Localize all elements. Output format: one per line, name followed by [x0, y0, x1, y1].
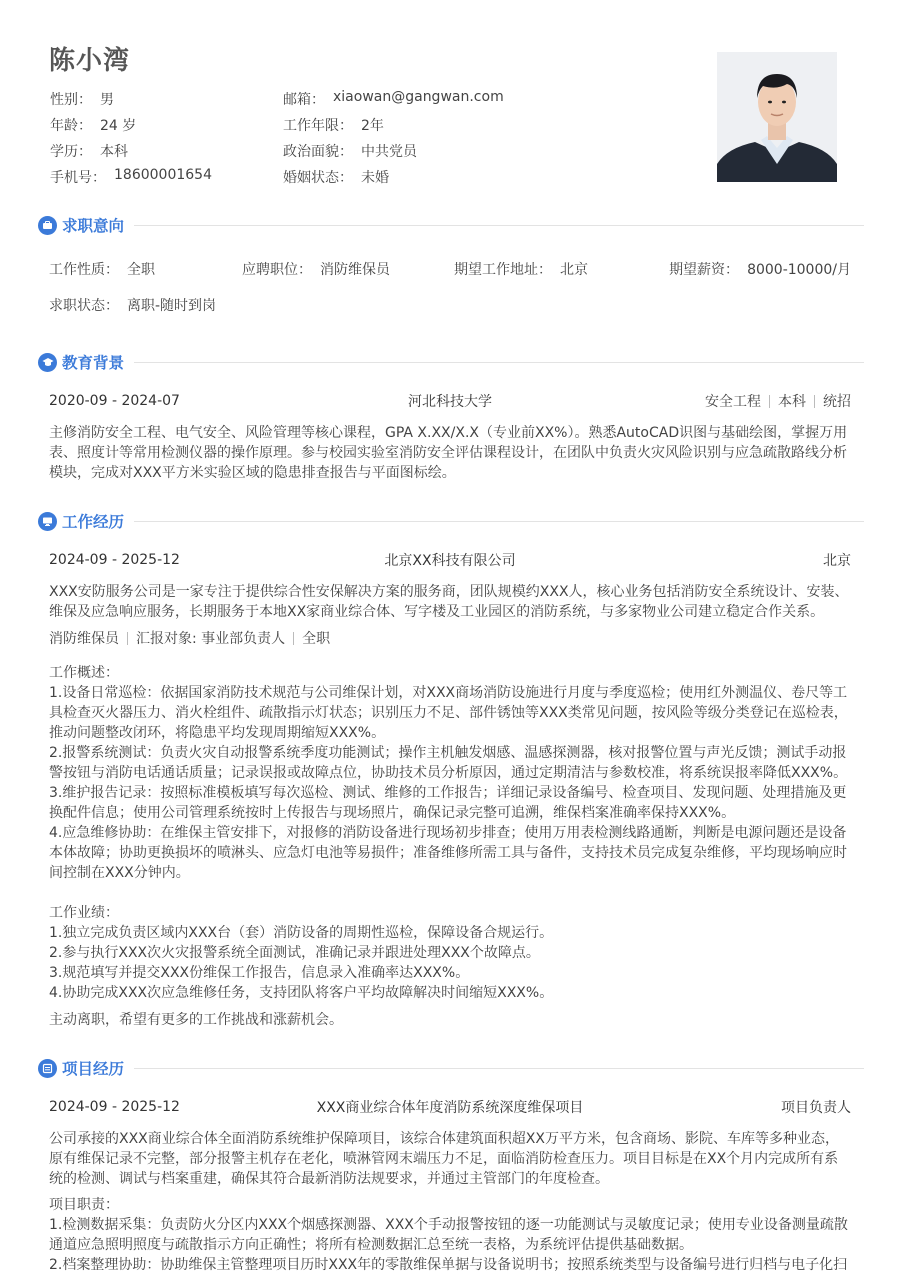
education-date: 2020-09 - 2024-07 — [49, 393, 180, 409]
info-work-years: 工作年限： 2年 — [283, 118, 384, 134]
profile-photo — [717, 52, 837, 182]
education-description: 主修消防安全工程、电气安全、风险管理等核心课程，GPA X.XX/X.X（专业前XX%）。熟悉AutoCAD识图与基础绘图，掌握万用表、照度计等常用检测仪器的操作原理。参与校园实验室消防安全评估课程设计，在团队中负责火灾风险识别与应急疏散路线分析模块，完成对XXX平方米实验区域的隐患排查报告与平面图标绘。 — [49, 425, 848, 481]
section-intent-header — [38, 214, 864, 236]
info-email: 邮箱： xiaowan@gangwan.com — [283, 89, 504, 108]
project-header-row — [49, 1097, 851, 1117]
info-row — [50, 164, 670, 190]
person-portrait-icon — [717, 52, 837, 182]
work-summary-item: 4.应急维修协助：在维保主管安排下，对报修的消防设备进行现场初步排查；使用万用表检测线路通断，判断是电源问题还是设备本体故障；协助更换损坏的喷淋头、应急灯电池等易损件；准备维修所需工具与备件，支持技术员完成复杂维修，平均现场响应时间控制在XXX分钟内。 — [49, 825, 847, 881]
section-title: 求职意向 — [62, 217, 125, 235]
section-education-header — [38, 351, 864, 373]
info-row — [50, 138, 670, 164]
intent-salary: 期望薪资： 8000-10000/月 — [669, 262, 851, 278]
work-tags: 消防维保员 汇报对象: 事业部负责人 全职 — [49, 631, 331, 647]
work-company-intro: XXX安防服务公司是一家专注于提供综合性安保解决方案的服务商，团队规模约XXX人，核心业务包括消防安全系统设计、安装、维保及应急响应服务，长期服务于本地XX家商业综合体、写字楼及工业园区的消防系统，与多家物业公司建立稳定合作关系。 — [49, 584, 849, 620]
intent-status: 求职状态： 离职-随时到岗 — [49, 298, 217, 314]
project-duty-title: 项目职责： — [49, 1197, 119, 1213]
work-company: 北京XX科技有限公司 — [384, 553, 516, 569]
info-degree: 学历： 本科 — [50, 144, 128, 160]
project-duty-item: 1.检测数据采集：负责防火分区内XXX个烟感探测器、XXX个手动报警按钮的逐一功能测试与灵敏度记录；使用专业设备测量疏散通道应急照明照度与疏散指示方向正确性；将所有检测数据汇总至统一表格，为系统评估提供基础数据。 — [49, 1217, 848, 1253]
info-row — [50, 86, 670, 112]
briefcase-icon — [38, 216, 57, 235]
divider — [134, 1068, 864, 1069]
education-school: 河北科技大学 — [408, 394, 492, 410]
divider — [134, 521, 864, 522]
work-result-item: 4.协助完成XXX次应急维修任务，支持团队将客户平均故障解决时间缩短XXX%。 — [49, 985, 554, 1001]
project-duty-item: 2.档案整理协助：协助维保主管整理项目历时XXX年的零散维保单据与设备说明书；按照系统类型与设备编号进行归档与电子化扫 — [49, 1257, 848, 1273]
work-header-row — [49, 550, 851, 570]
work-date: 2024-09 - 2025-12 — [49, 552, 180, 568]
intent-block — [49, 259, 851, 315]
work-result-item: 1.独立完成负责区域内XXX台（套）消防设备的周期性巡检，保障设备合规运行。 — [49, 925, 554, 941]
section-project-header — [38, 1057, 864, 1079]
project-block — [49, 1097, 851, 1275]
info-gender: 性别： 男 — [50, 92, 114, 108]
project-description: 公司承接的XXX商业综合体全面消防系统维护保障项目，该综合体建筑面积超XX万平方米，包含商场、影院、车库等多种业态，原有维保记录不完整，部分报警主机存在老化，喷淋管网末端压力不足，面临消防检查压力。项目目标是在XX个月内完成所有系统的检测、调试与档案重建，确保其符合最新消防法规要求，并通过主管部门的年度检查。 — [49, 1131, 839, 1187]
section-title: 项目经历 — [62, 1060, 125, 1078]
info-row — [50, 112, 670, 138]
education-block — [49, 391, 851, 483]
work-summary-item: 2.报警系统测试：负责火灾自动报警系统季度功能测试；操作主机触发烟感、温感探测器，核对报警位置与声光反馈；测试手动报警按钮与消防电话通话质量；记录误报或故障点位，协助技术员分析原因，通过定期清洁与参数校准，将系统误报率降低XXX%。 — [49, 745, 848, 781]
education-tags: 安全工程 本科 统招 — [705, 394, 851, 410]
education-header-row — [49, 391, 851, 411]
basic-info — [50, 86, 670, 190]
section-title: 工作经历 — [62, 513, 125, 531]
work-summary-title: 工作概述： — [49, 665, 119, 681]
work-result-item: 2.参与执行XXX次火灾报警系统全面测试，准确记录并跟进处理XXX个故障点。 — [49, 945, 540, 961]
info-age: 年龄： 24 岁 — [50, 118, 137, 134]
candidate-name: 陈小湾 — [49, 46, 131, 76]
info-phone: 手机号： 18600001654 — [50, 167, 212, 186]
divider — [134, 362, 864, 363]
project-name: XXX商业综合体年度消防系统深度维保项目 — [316, 1100, 584, 1116]
work-results-title: 工作业绩： — [49, 905, 119, 921]
monitor-icon — [38, 512, 57, 531]
project-role: 项目负责人 — [781, 1100, 851, 1116]
section-title: 教育背景 — [62, 354, 125, 372]
work-leave-reason: 主动离职，希望有更多的工作挑战和涨薪机会。 — [49, 1012, 343, 1028]
section-work-header — [38, 510, 864, 532]
intent-row — [49, 259, 851, 279]
info-political: 政治面貌： 中共党员 — [283, 144, 417, 160]
intent-location: 期望工作地址： 北京 — [454, 262, 588, 278]
intent-job-type: 工作性质： 全职 — [49, 262, 155, 278]
divider — [134, 225, 864, 226]
work-summary-item: 1.设备日常巡检：依据国家消防技术规范与公司维保计划，对XXX商场消防设施进行月度与季度巡检；使用红外测温仪、卷尺等工具检查灭火器压力、消火栓组件、疏散指示灯状态；识别压力不足、部件锈蚀等XXX类常见问题，按风险等级分类登记在巡检表，推动问题整改闭环，将隐患平均发现周期缩短XXX%。 — [49, 685, 848, 741]
work-summary-item: 3.维护报告记录：按照标准模板填写每次巡检、测试、维修的工作报告；详细记录设备编号、检查项目、发现问题、处理措施及更换配件信息；使用公司管理系统按时上传报告与现场照片，确保记录完整可追溯，维保档案准确率保持XXX%。 — [49, 785, 847, 821]
list-icon — [38, 1059, 57, 1078]
intent-row — [49, 295, 851, 315]
work-result-item: 3.规范填写并提交XXX份维保工作报告，信息录入准确率达XXX%。 — [49, 965, 470, 981]
work-city: 北京 — [823, 553, 851, 569]
intent-position: 应聘职位： 消防维保员 — [242, 262, 390, 278]
graduation-cap-icon — [38, 353, 57, 372]
project-date: 2024-09 - 2025-12 — [49, 1099, 180, 1115]
info-marital: 婚姻状态： 未婚 — [283, 170, 389, 186]
work-block — [49, 550, 851, 1030]
